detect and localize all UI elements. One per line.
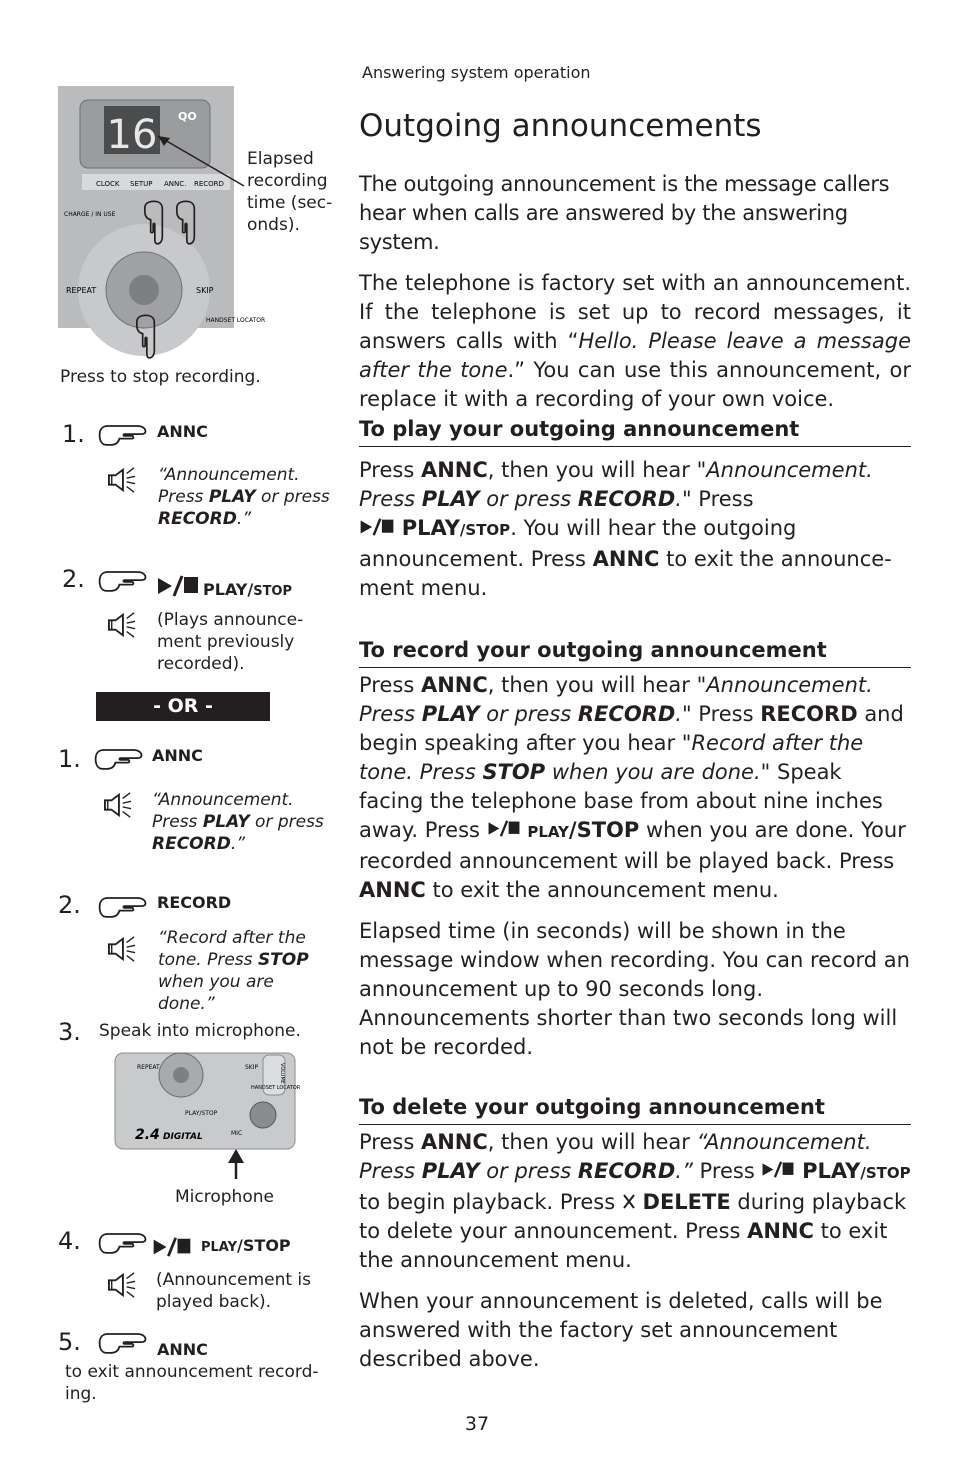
quoted-prompt: when you are done." <box>545 760 771 784</box>
stop-key-label: /STOP <box>860 1164 911 1182</box>
prompt-text: .” <box>230 834 246 854</box>
annc-key-label: ANNC <box>420 1130 488 1154</box>
play-stop-icon <box>487 819 521 838</box>
body-text: Press <box>359 458 421 482</box>
delete-section <box>359 1093 911 1374</box>
step-number: 2. <box>58 891 81 919</box>
page-title: Outgoing announcements <box>359 108 762 144</box>
play-stop-icon <box>359 517 395 537</box>
speaker-icon <box>106 611 138 639</box>
record-key-label: RECORD <box>577 702 676 726</box>
step-number: 3. <box>58 1018 81 1046</box>
figure1-caption: Press to stop recording. <box>60 367 261 387</box>
press-hand-icon <box>96 894 150 920</box>
volume-label: VOLUME <box>279 1063 285 1084</box>
body-text: to exit the announce-ment menu. <box>359 547 892 600</box>
intro-text: .” You can use this announcement, or replace it with a recording of your own voice. <box>359 358 911 411</box>
annc-key-label: ANNC <box>420 673 488 697</box>
quoted-prompt: “Announcement. Press <box>359 1130 872 1183</box>
record-section <box>359 636 911 1062</box>
play-stop-label: PLAY/STOP <box>185 1110 218 1117</box>
stop-key-label: /STOP <box>568 818 640 842</box>
intro-text: The telephone is factory set with an announcement. If the telephone is set up to record messages, it answers calls with “ <box>359 271 911 353</box>
handset-locator-label: HANDSET LOCATOR <box>206 317 266 324</box>
step-key-record: RECORD <box>157 893 232 912</box>
running-header: Answering system operation <box>362 63 591 82</box>
annc-key-label: ANNC <box>359 878 426 902</box>
delete-section-body <box>359 1128 911 1275</box>
play-key-label: PLAY <box>421 702 480 726</box>
stop-key-label: /STOP <box>237 1236 291 1255</box>
body-text: Press <box>359 673 421 697</box>
press-hand-icon <box>96 422 150 448</box>
play-key-label: PLAY <box>421 1159 480 1183</box>
delete-key-label: DELETE <box>642 1190 731 1214</box>
prompt-text: .” <box>236 509 252 529</box>
quoted-prompt: "Record after the tone. Press <box>359 731 864 784</box>
step-text: to exit announcement record-ing. <box>65 1362 319 1404</box>
play-key-label: PLAY <box>401 516 460 540</box>
mic-label: MIC <box>231 1130 243 1137</box>
page-number: 37 <box>464 1413 490 1435</box>
prompt-key: RECORD <box>152 834 231 854</box>
body-text: Press <box>691 702 761 726</box>
stop-key-label: /STOP <box>459 521 511 539</box>
prompt-key: PLAY <box>202 812 250 832</box>
play-key-label: PLAY <box>802 1159 861 1183</box>
step-number: 1. <box>62 420 85 448</box>
step-prompt <box>152 789 334 855</box>
record-key-label: RECORD <box>577 1159 676 1183</box>
play-stop-icon <box>156 574 200 598</box>
body-text: . You will hear the outgoing announcement. Press <box>359 516 797 571</box>
prompt-text: or press <box>249 812 324 832</box>
press-hand-icon <box>96 568 150 594</box>
body-text: to exit the announcement menu. <box>425 878 779 902</box>
or-divider: - OR - <box>96 692 270 721</box>
step-key-play-stop <box>201 1236 291 1255</box>
body-text: Speak facing the telephone base from about nine inches away. Press <box>359 760 883 842</box>
deleted-paragraph: When your announcement is deleted, calls will be answered with the factory set announcement described above. <box>359 1289 883 1371</box>
body-text: , then you will hear <box>487 458 697 482</box>
body-text: Press <box>691 487 754 511</box>
press-hand-icon <box>92 746 146 772</box>
step-text: Speak into microphone. <box>99 1021 301 1041</box>
annc-key-label: ANNC <box>420 458 488 482</box>
step-prompt <box>158 927 318 1015</box>
quoted-prompt: "Announcement. Press <box>359 458 873 511</box>
step-key-annc: ANNC <box>152 746 203 765</box>
delete-x-icon <box>622 1193 636 1210</box>
quoted-prompt: or press <box>479 1159 578 1183</box>
prompt-text: or press <box>255 487 330 507</box>
brand-logo-number: 2.4 <box>135 1127 160 1143</box>
step-prompt <box>158 464 340 530</box>
step-key-annc: ANNC <box>157 1340 208 1359</box>
play-key-label: PLAY <box>421 487 480 511</box>
quoted-prompt: or press <box>479 487 578 511</box>
body-text: to begin playback. Press <box>359 1190 622 1214</box>
step-number: 5. <box>58 1328 81 1356</box>
play-section-body <box>359 456 911 603</box>
skip-label: SKIP <box>245 1064 259 1071</box>
speaker-icon <box>106 466 138 494</box>
record-button-label: RECORD <box>194 180 224 188</box>
quoted-prompt: "Announcement. Press <box>359 673 873 726</box>
play-key-label: PLAY <box>201 1240 238 1255</box>
prompt-key: STOP <box>257 950 309 970</box>
play-stop-icon <box>150 1236 194 1258</box>
press-hand-icon <box>96 1330 150 1356</box>
step-number: 1. <box>58 745 81 773</box>
quoted-prompt: ." <box>675 487 692 511</box>
stop-key-label: STOP <box>482 760 546 784</box>
display-readout: 16 <box>106 112 158 158</box>
body-text: and begin speaking after you hear <box>359 702 904 755</box>
prompt-text: “Record after the tone. Press <box>158 928 306 970</box>
step-number: 2. <box>62 565 85 593</box>
body-text: Press <box>359 1130 421 1154</box>
intro-paragraph-1: The outgoing announcement is the message callers hear when calls are answered by the answering system. <box>359 172 890 254</box>
play-key-label: PLAY/ <box>203 580 254 599</box>
play-key-label: PLAY <box>527 823 569 841</box>
record-key-label: RECORD <box>577 487 676 511</box>
record-key-label: RECORD <box>760 702 858 726</box>
press-hand-icon <box>96 1230 150 1256</box>
body-text: , then you will hear <box>487 673 697 697</box>
step-note: (Announcement is played back). <box>156 1270 312 1312</box>
speaker-icon <box>106 935 138 963</box>
elapsed-paragraph: Elapsed time (in seconds) will be shown in the message window when recording. You can record an announcement up to 90 seconds long. Announcements shorter than two seconds long will not be recorded. <box>359 919 910 1059</box>
brand-logo-text: DIGITAL <box>163 1132 203 1142</box>
quoted-prompt: .” <box>675 1159 693 1183</box>
annc-button-label: ANNC. <box>164 180 187 188</box>
delete-section-heading: To delete your outgoing announcement <box>359 1093 911 1125</box>
prompt-text: when you are done.” <box>158 972 274 1014</box>
intro-block <box>359 170 911 414</box>
play-stop-icon <box>761 1160 795 1179</box>
skip-label: SKIP <box>196 286 214 295</box>
elapsed-time-callout: Elapsed recording time (sec-onds). <box>247 149 333 235</box>
intro-paragraph-2 <box>359 269 911 414</box>
repeat-label: REPEAT <box>137 1064 160 1071</box>
base-unit-illustration <box>58 86 266 362</box>
step-key-play-stop <box>203 580 292 599</box>
body-text: during playback to delete your announcement. Press <box>359 1190 907 1243</box>
record-section-heading: To record your outgoing announcement <box>359 636 911 668</box>
quoted-prompt: ." <box>675 702 692 726</box>
step-key-annc: ANNC <box>157 422 208 441</box>
speaker-icon <box>106 1271 138 1299</box>
prompt-text: “Announcement. Press <box>152 790 294 832</box>
annc-key-label: ANNC <box>592 547 660 571</box>
quoted-prompt: or press <box>479 702 578 726</box>
body-text: to exit the announcement menu. <box>359 1219 888 1272</box>
body-text: Press <box>692 1159 762 1183</box>
play-section-heading: To play your outgoing announcement <box>359 415 911 447</box>
intro-quote: Hello. Please leave a message after the tone <box>359 329 911 382</box>
repeat-label: REPEAT <box>66 286 97 295</box>
microphone-caption: Microphone <box>175 1187 274 1207</box>
body-text: when you are done. Your recorded announcement will be played back. Press <box>359 818 906 873</box>
record-section-body <box>359 671 911 905</box>
play-section <box>359 415 911 603</box>
voicemail-icon: QO <box>178 110 197 123</box>
stop-key-label: STOP <box>253 584 293 599</box>
prompt-text: “Announcement. Press <box>158 465 300 507</box>
step-number: 4. <box>58 1227 81 1255</box>
step-note: (Plays announce-ment previously recorded). <box>157 610 304 674</box>
speaker-icon <box>102 791 134 819</box>
setup-button-label: SETUP <box>130 180 153 188</box>
prompt-key: PLAY <box>208 487 256 507</box>
annc-key-label: ANNC <box>747 1219 814 1243</box>
charge-in-use-label: CHARGE / IN USE <box>64 211 116 218</box>
clock-button-label: CLOCK <box>96 180 120 188</box>
body-text: , then you will hear <box>487 1130 697 1154</box>
prompt-key: RECORD <box>158 509 237 529</box>
handset-locator-label: HANDSET LOCATOR <box>251 1085 301 1091</box>
microphone-illustration <box>115 1053 301 1181</box>
